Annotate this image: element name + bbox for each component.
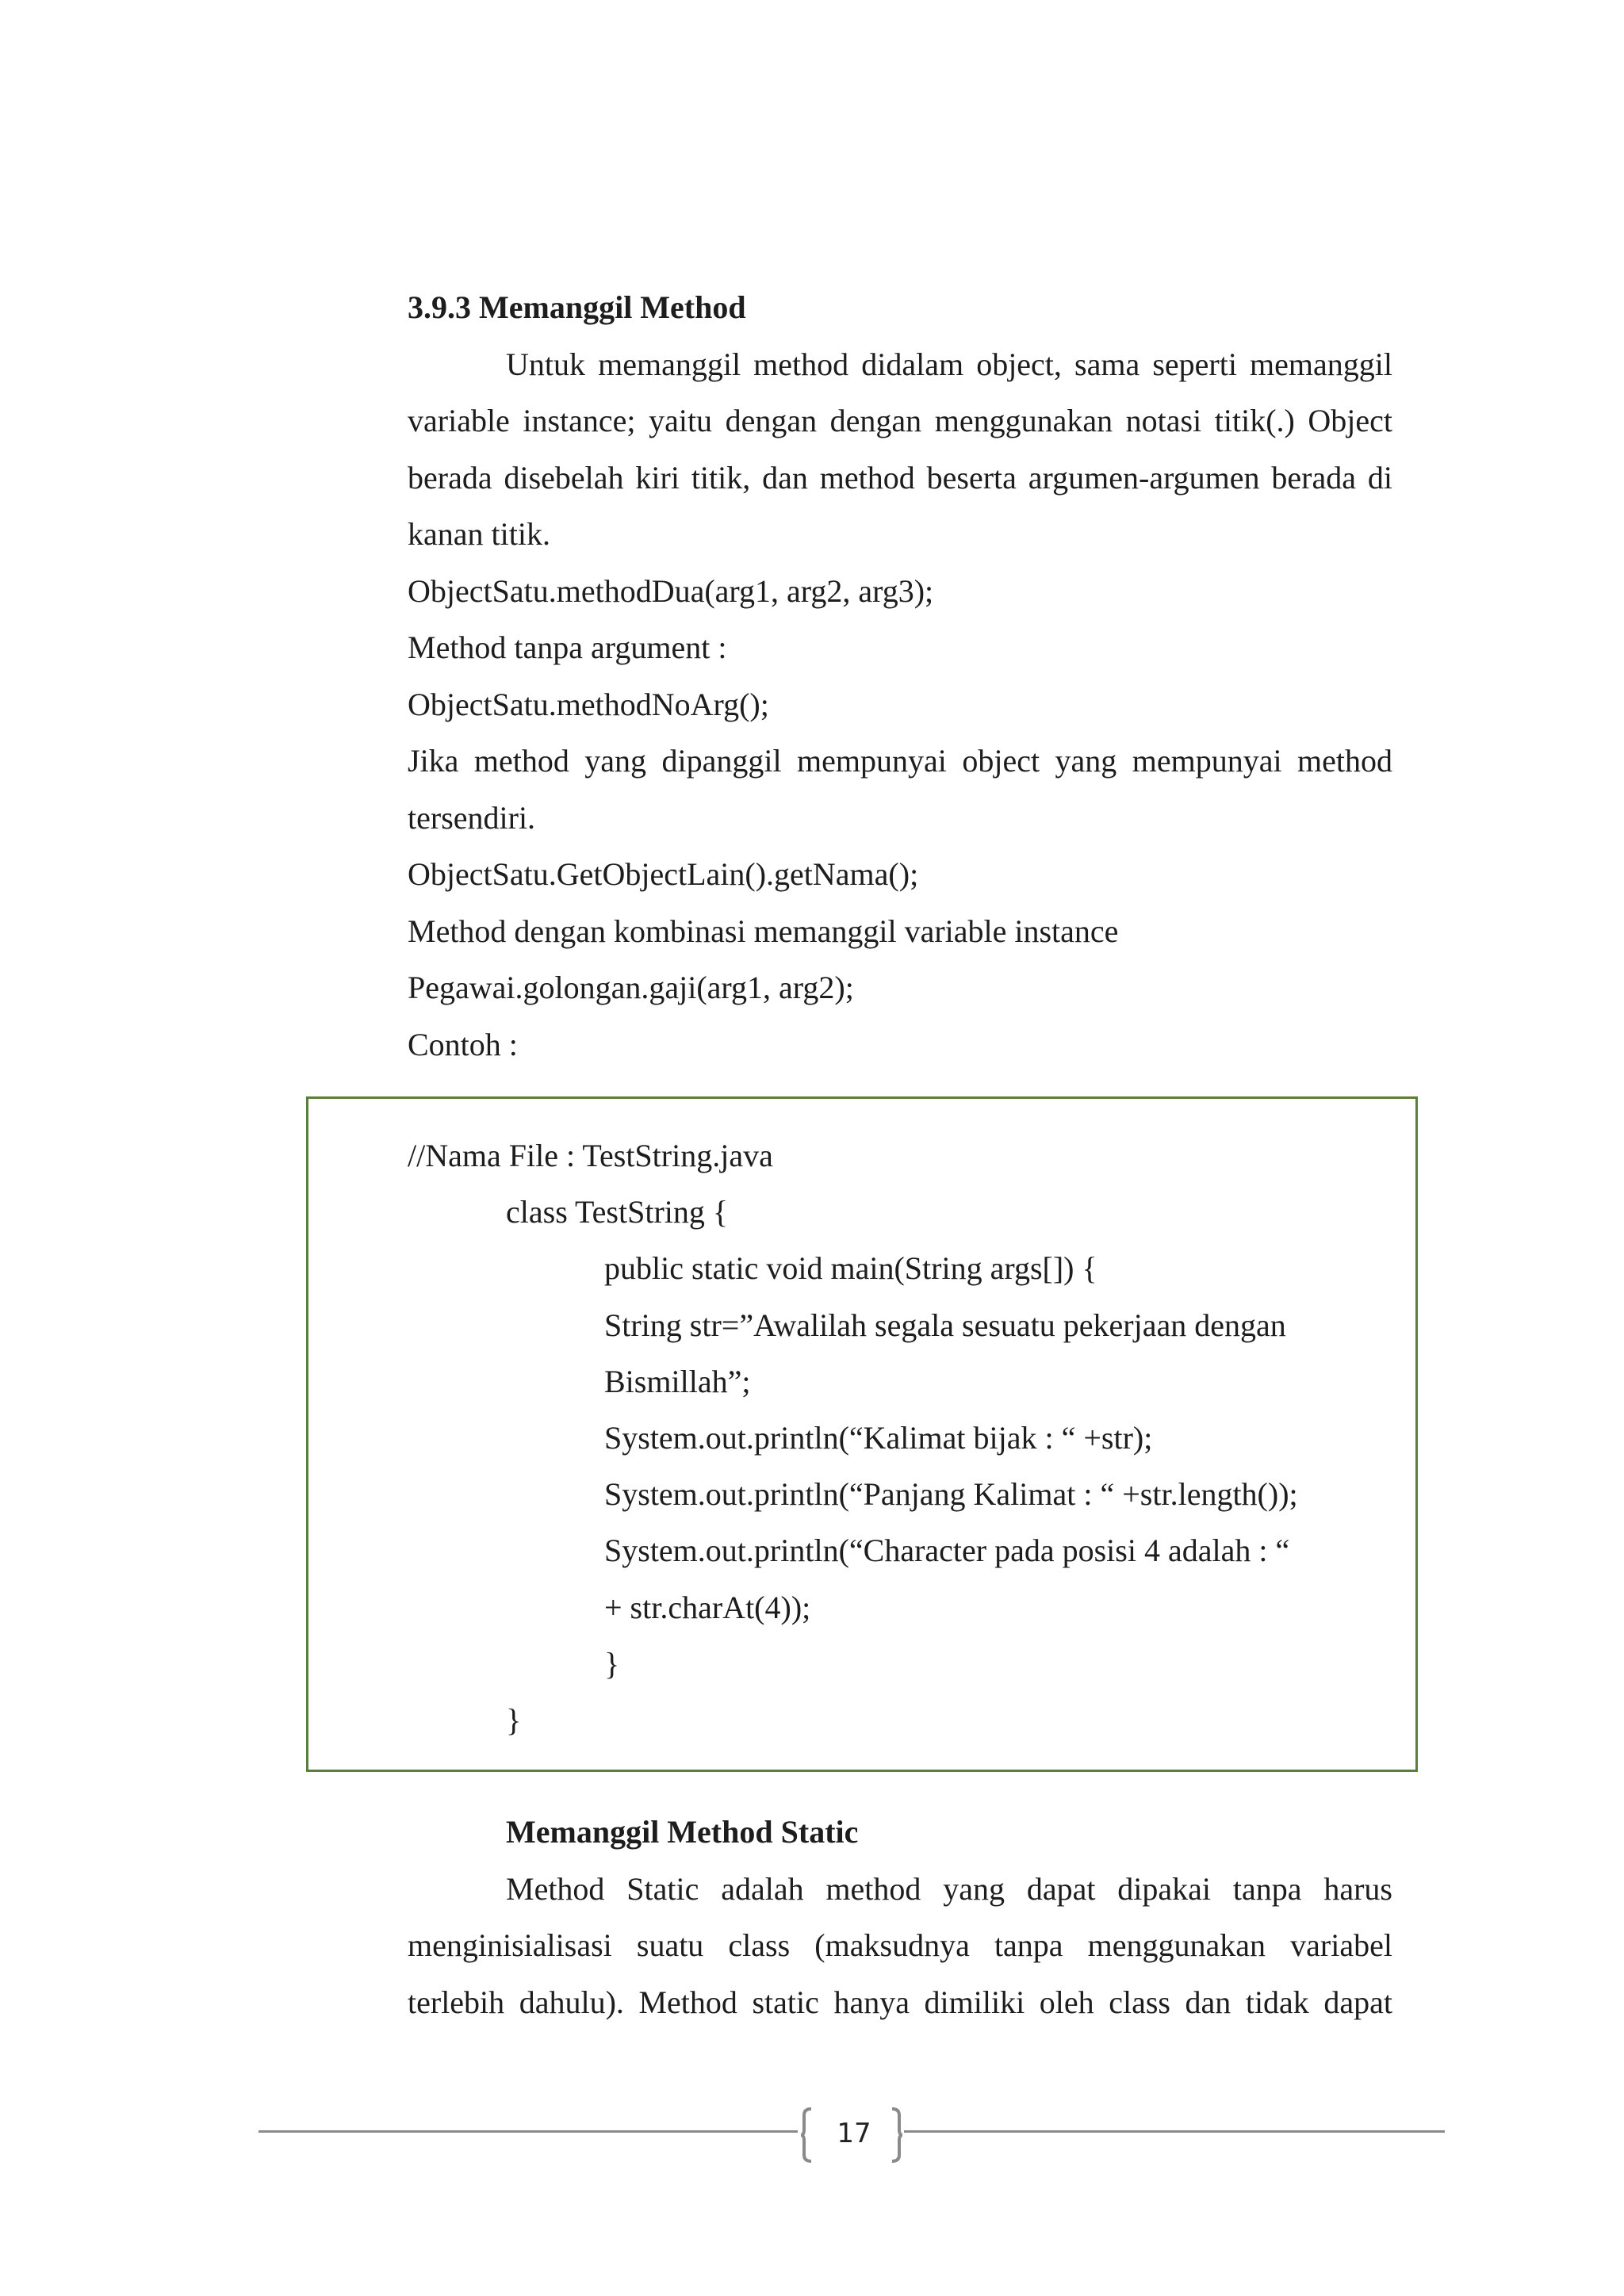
code-line: } bbox=[506, 1702, 522, 1739]
footer-rule-right bbox=[904, 2130, 1445, 2133]
code-line: } bbox=[604, 1645, 620, 1682]
no-arg-label: Method tanpa argument : bbox=[408, 629, 727, 665]
footer-rule-left bbox=[259, 2130, 798, 2133]
intro-line-2: variable instance; yaitu dengan dengan menggunakan notasi titik(.) Object bbox=[408, 403, 1392, 438]
section-body bbox=[408, 279, 1392, 1073]
code-line: //Nama File : TestString.java bbox=[408, 1138, 773, 1173]
intro-line-3: berada disebelah kiri titik, dan method beserta argumen-argumen berada di bbox=[408, 459, 1392, 496]
nested-line-2: tersendiri. bbox=[408, 799, 536, 836]
nested-call: ObjectSatu.GetObjectLain().getNama(); bbox=[408, 856, 919, 892]
left-brace-icon bbox=[801, 2107, 812, 2163]
static-line-2: menginisialisasi suatu class (maksudnya tanpa menggunakan variabel bbox=[408, 1927, 1392, 1963]
code-line: + str.charAt(4)); bbox=[604, 1589, 811, 1625]
code-line: String str=”Awalilah segala sesuatu pekerjaan dengan bbox=[604, 1307, 1286, 1343]
right-brace-icon bbox=[891, 2107, 902, 2163]
code-line: System.out.println(“Panjang Kalimat : “ +str.length()); bbox=[604, 1476, 1298, 1513]
code-listing bbox=[408, 1127, 1423, 1748]
code-line: public static void main(String args[]) { bbox=[604, 1250, 1097, 1287]
nested-line-1: Jika method yang dipanggil mempunyai object yang mempunyai method bbox=[408, 743, 1392, 779]
no-arg-call: ObjectSatu.methodNoArg(); bbox=[408, 686, 769, 722]
combo-call: Pegawai.golongan.gaji(arg1, arg2); bbox=[408, 970, 854, 1005]
static-line-1: Method Static adalah method yang dapat dipakai tanpa harus bbox=[506, 1870, 1392, 1907]
combo-label: Method dengan kombinasi memanggil variable instance bbox=[408, 913, 1119, 949]
intro-line-1: Untuk memanggil method didalam object, sama seperti memanggil bbox=[506, 346, 1392, 382]
code-line: class TestString { bbox=[506, 1194, 729, 1230]
static-section-heading: Memanggil Method Static bbox=[506, 1814, 859, 1850]
section-heading: 3.9.3 Memanggil Method bbox=[408, 289, 746, 325]
code-line: System.out.println(“Kalimat bijak : “ +str); bbox=[604, 1420, 1153, 1456]
example-label: Contoh : bbox=[408, 1026, 518, 1062]
static-section bbox=[408, 1804, 1392, 2030]
intro-line-4: kanan titik. bbox=[408, 516, 550, 552]
code-line: Bismillah”; bbox=[604, 1363, 751, 1399]
page-number: 17 bbox=[837, 2118, 871, 2149]
static-line-3: terlebih dahulu). Method static hanya dimiliki oleh class dan tidak dapat bbox=[408, 1984, 1392, 2020]
example-call: ObjectSatu.methodDua(arg1, arg2, arg3); bbox=[408, 572, 934, 609]
code-line: System.out.println(“Character pada posisi 4 adalah : “ bbox=[604, 1533, 1290, 1569]
